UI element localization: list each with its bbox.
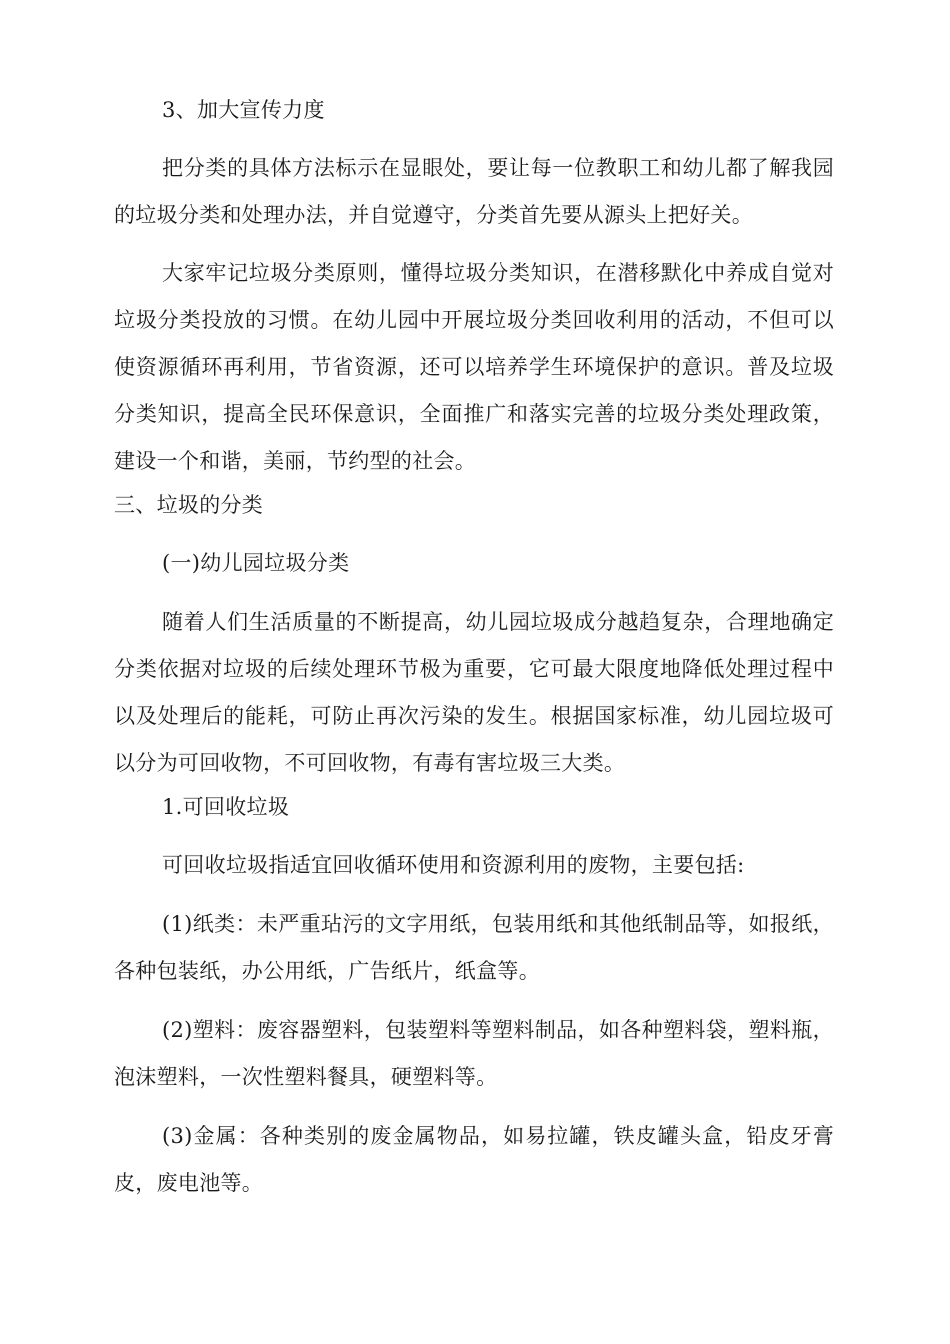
section-heading-classification: 三、垃圾的分类	[114, 493, 264, 517]
subheading-publicity: 3、加大宣传力度	[162, 98, 325, 122]
list-item-paper: (1)纸类：未严重玷污的文字用纸，包装用纸和其他纸制品等，如报纸，各种包装纸，办公用纸，广告纸片，纸盒等。	[114, 912, 834, 983]
paragraph-sorting-principles: 大家牢记垃圾分类原则，懂得垃圾分类知识，在潜移默化中养成自觉对垃圾分类投放的习惯。在幼儿园中开展垃圾分类回收利用的活动，不但可以使资源循环再利用，节省资源，还可以培养学生环境保护的意识。普及垃圾分类知识，提高全民环保意识，全面推广和落实完善的垃圾分类处理政策，建设一个和谐，美丽，节约型的社会。	[114, 261, 834, 473]
paragraph-classification-basis: 随着人们生活质量的不断提高，幼儿园垃圾成分越趋复杂，合理地确定分类依据对垃圾的后续处理环节极为重要，它可最大限度地降低处理过程中以及处理后的能耗，可防止再次污染的发生。根据国家标准，幼儿园垃圾可以分为可回收物，不可回收物，有毒有害垃圾三大类。	[114, 610, 834, 775]
subsection-heading-kindergarten: (一)幼儿园垃圾分类	[162, 551, 350, 575]
list-item-metal: (3)金属：各种类别的废金属物品，如易拉罐，铁皮罐头盒，铅皮牙膏皮，废电池等。	[114, 1124, 834, 1195]
item-heading-recyclable: 1.可回收垃圾	[162, 795, 290, 819]
list-item-plastic: (2)塑料：废容器塑料，包装塑料等塑料制品，如各种塑料袋，塑料瓶，泡沫塑料，一次性塑料餐具，硬塑料等。	[114, 1018, 834, 1089]
paragraph-sorting-method: 把分类的具体方法标示在显眼处，要让每一位教职工和幼儿都了解我园的垃圾分类和处理办法，并自觉遵守，分类首先要从源头上把好关。	[114, 156, 834, 227]
paragraph-recyclable-definition: 可回收垃圾指适宜回收循环使用和资源利用的废物，主要包括:	[162, 853, 745, 877]
